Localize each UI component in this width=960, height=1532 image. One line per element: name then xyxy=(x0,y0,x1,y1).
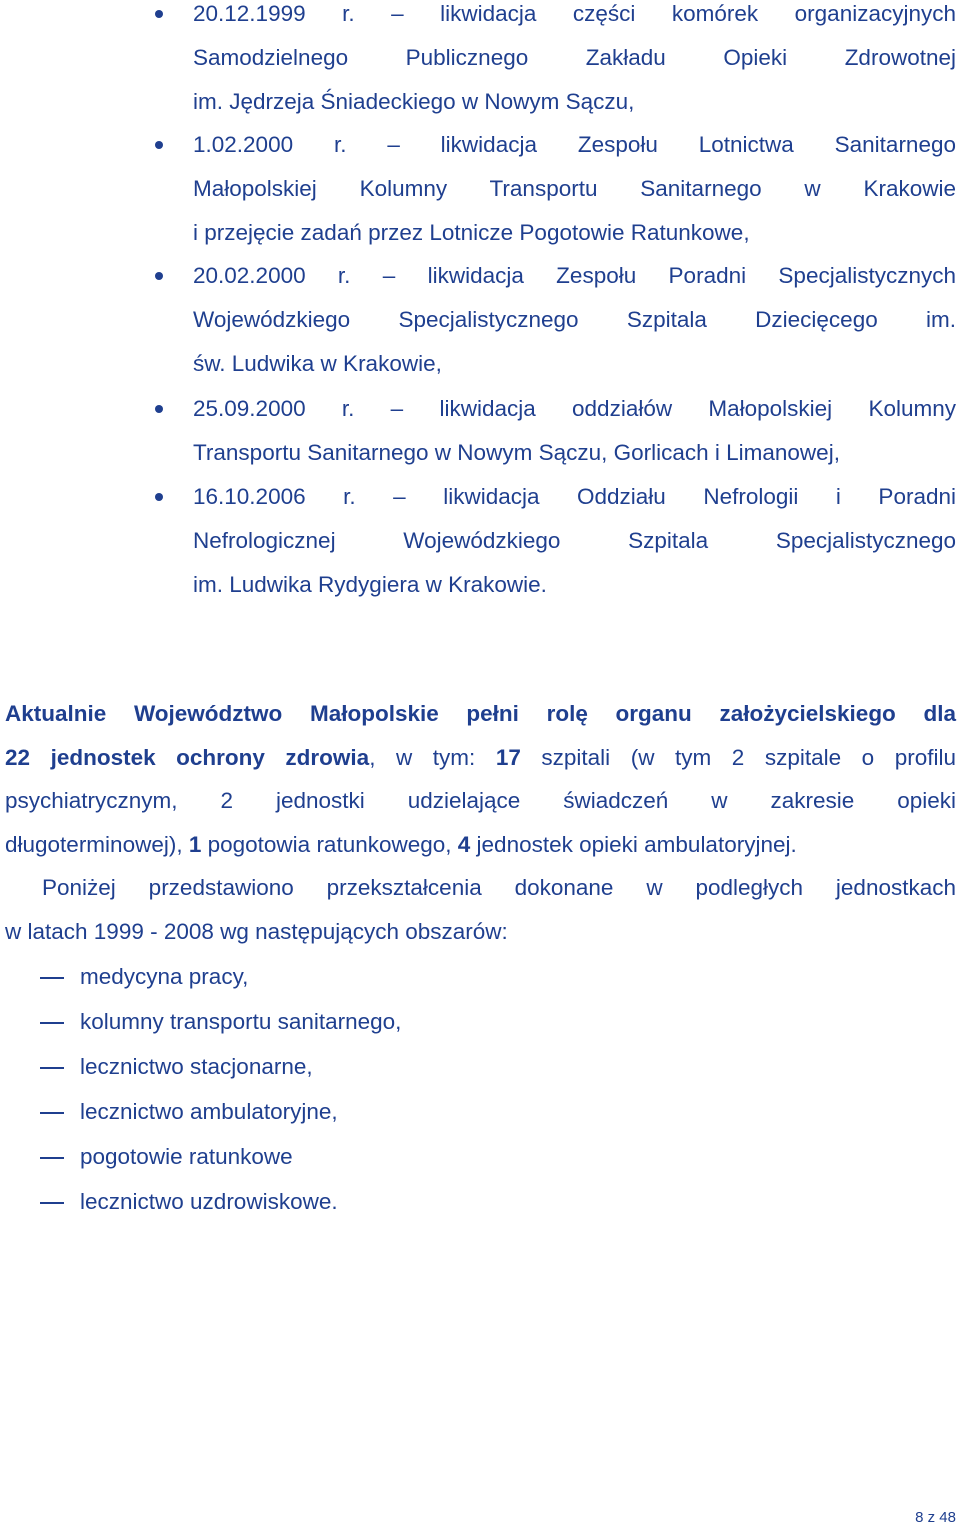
list-item-text: lecznictwo stacjonarne, xyxy=(80,1054,313,1079)
bullet-icon xyxy=(155,10,163,18)
text-line: 25.09.2000 r. – likwidacja oddziałów Małopolskiej Kolumny xyxy=(193,396,956,421)
list-item-text: medycyna pracy, xyxy=(80,964,249,989)
dash-icon xyxy=(40,1202,64,1204)
bullet-icon xyxy=(155,141,163,149)
text-line: 20.02.2000 r. – likwidacja Zespołu Poradni Specjalistycznych xyxy=(193,263,956,288)
dash-icon xyxy=(40,1067,64,1069)
list-item-text: pogotowie ratunkowe xyxy=(80,1144,293,1169)
bullet-icon xyxy=(155,272,163,280)
emphasis: Aktualnie Województwo Małopolskie pełni rolę organu założycielskiego dla xyxy=(5,701,956,726)
text-line: psychiatrycznym, 2 jednostki udzielające świadczeń w zakresie opieki xyxy=(5,788,956,814)
text-line xyxy=(5,736,956,780)
text-line: Małopolskiej Kolumny Transportu Sanitarnego w Krakowie xyxy=(193,175,956,201)
bullet-icon xyxy=(155,405,163,413)
bullet-icon xyxy=(155,493,163,501)
dash-icon xyxy=(40,1112,64,1114)
text-line: im. Ludwika Rydygiera w Krakowie. xyxy=(193,571,547,597)
text-line: i przejęcie zadań przez Lotnicze Pogotowie Ratunkowe, xyxy=(193,219,750,245)
list-item xyxy=(0,1180,960,1224)
page-number: 8 z 48 xyxy=(915,1509,956,1526)
text-line: 16.10.2006 r. – likwidacja Oddziału Nefrologii i Poradni xyxy=(193,484,956,509)
dash-icon xyxy=(40,977,64,979)
text-line: Nefrologicznej Wojewódzkiego Szpitala Specjalistycznego xyxy=(193,527,956,553)
list-item-text xyxy=(193,475,956,606)
text-fragment: , w tym: xyxy=(369,744,496,770)
list-item-text: kolumny transportu sanitarnego, xyxy=(80,1009,402,1034)
text-line: im. Jędrzeja Śniadeckiego w Nowym Sączu, xyxy=(193,88,635,114)
list-item xyxy=(0,1000,960,1044)
list-item-text: lecznictwo uzdrowiskowe. xyxy=(80,1189,338,1214)
list-item xyxy=(0,1090,960,1134)
text-fragment: pogotowia ratunkowego, xyxy=(201,831,458,857)
list-item-text xyxy=(193,0,956,123)
text-line: Samodzielnego Publicznego Zakładu Opieki Zdrowotnej xyxy=(193,44,956,70)
dash-icon xyxy=(40,1157,64,1159)
list-item-text xyxy=(193,387,956,475)
text-line: 20.12.1999 r. – likwidacja części komórek organizacyjnych xyxy=(193,1,956,26)
text-line: Transportu Sanitarnego w Nowym Sączu, Gorlicach i Limanowej, xyxy=(193,439,840,465)
text-line xyxy=(5,692,956,736)
text-fragment: jednostek opieki ambulatoryjnej. xyxy=(470,831,797,857)
intro-paragraph xyxy=(5,866,956,953)
list-item-text: lecznictwo ambulatoryjne, xyxy=(80,1099,338,1124)
list-item-text xyxy=(193,123,956,254)
text-line: w latach 1999 - 2008 wg następujących obszarów: xyxy=(5,918,508,944)
text-line: Wojewódzkiego Specjalistycznego Szpitala Dziecięcego im. xyxy=(193,306,956,332)
list-item-text xyxy=(193,254,956,385)
list-item xyxy=(0,1045,960,1089)
text-line: Poniżej przedstawiono przekształcenia dokonane w podległych jednostkach xyxy=(42,875,956,900)
text-line xyxy=(5,823,956,867)
emphasis: 1 xyxy=(188,831,202,857)
summary-paragraph xyxy=(5,692,956,866)
text-line: św. Ludwika w Krakowie, xyxy=(193,350,442,376)
list-item xyxy=(0,1135,960,1179)
emphasis: 22 jednostek ochrony zdrowia xyxy=(5,744,370,770)
emphasis: 4 xyxy=(457,831,471,857)
text-line: 1.02.2000 r. – likwidacja Zespołu Lotnictwa Sanitarnego xyxy=(193,132,956,157)
text-fragment: szpitali (w tym 2 szpitale o profilu xyxy=(520,744,957,770)
list-item xyxy=(0,955,960,999)
dash-icon xyxy=(40,1022,64,1024)
text-fragment: długoterminowej), xyxy=(5,831,189,857)
emphasis: 17 xyxy=(495,744,521,770)
